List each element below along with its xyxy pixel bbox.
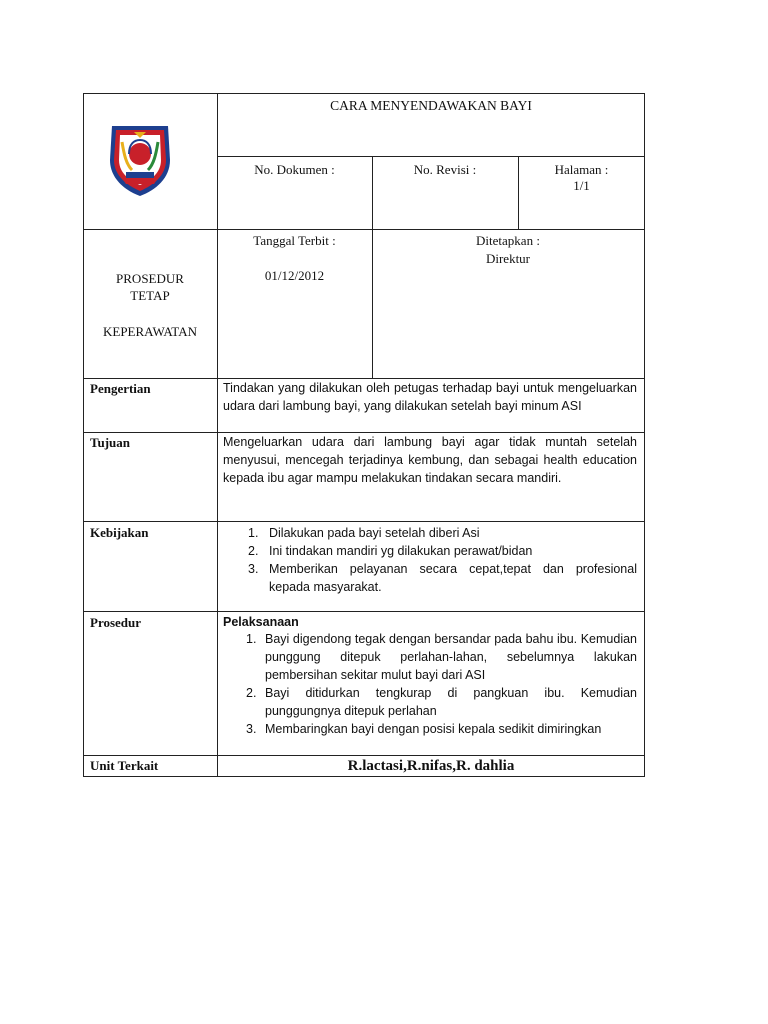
no-revisi-label: No. Revisi : — [413, 162, 477, 177]
list-item — [223, 630, 637, 684]
pengertian-text: Tindakan yang dilakukan oleh petugas terhadap bayi untuk mengeluarkan udara dari lambung bayi, yang dilakukan setelah bayi minum ASI — [223, 381, 637, 413]
prosedur-divider — [83, 755, 645, 756]
document-title: CARA MENYENDAWAKAN BAYI — [330, 98, 532, 113]
list-item-text: Dilakukan pada bayi setelah diberi Asi — [269, 526, 480, 540]
list-item-text: Bayi ditidurkan tengkurap di pangkuan ibu. Kemudian punggungnya ditepuk perlahan — [265, 686, 637, 718]
table-border-bottom — [83, 776, 645, 777]
table-column-divider — [217, 93, 218, 777]
kebijakan-divider — [83, 611, 645, 612]
header-divider — [83, 229, 645, 230]
table-border-top — [83, 93, 645, 94]
list-item-number: 2. — [248, 544, 259, 558]
unit-terkait-label: Unit Terkait — [90, 758, 159, 773]
tanggal-terbit-value: 01/12/2012 — [264, 268, 325, 283]
ditetapkan-label: Ditetapkan : — [476, 233, 540, 248]
unit-terkait-value: R.lactasi,R.nifas,R. dahlia — [347, 758, 515, 774]
kebijakan-list — [223, 524, 637, 596]
procedure-type-line1: PROSEDUR — [116, 271, 184, 286]
tujuan-text: Mengeluarkan udara dari lambung bayi agar tidak muntah setelah menyusui, mencegah terjadinya kembung, dan sebagai health education kepada ibu agar mampu melakukan tindakan secara mandiri. — [223, 435, 637, 485]
list-item-number: 2. — [246, 686, 257, 700]
list-item — [223, 524, 637, 542]
no-dokumen-label: No. Dokumen : — [254, 162, 335, 177]
tanggal-terbit-label: Tanggal Terbit : — [253, 233, 336, 248]
list-item-number: 3. — [246, 722, 257, 736]
list-item-number: 1. — [246, 632, 257, 646]
pengertian-label: Pengertian — [90, 381, 151, 396]
list-item-text: Memberikan pelayanan secara cepat,tepat dan profesional kepada masyarakat. — [269, 562, 637, 594]
pelaksanaan-heading: Pelaksanaan — [223, 615, 299, 629]
list-item — [223, 684, 637, 720]
header-title-divider — [217, 156, 645, 157]
regional-emblem-icon — [104, 120, 176, 198]
procedure-type-line3: KEPERAWATAN — [103, 324, 197, 339]
list-item-text: Membaringkan bayi dengan posisi kepala sedikit dimiringkan — [265, 722, 602, 736]
prosedur-list — [223, 630, 637, 738]
sop-document-table — [83, 93, 645, 777]
halaman-value: 1/1 — [573, 178, 590, 193]
kebijakan-label: Kebijakan — [90, 525, 149, 540]
list-item — [223, 560, 637, 596]
ditetapkan-value: Direktur — [485, 251, 531, 266]
prosedur-label: Prosedur — [90, 615, 142, 630]
table-border-right — [644, 93, 645, 777]
list-item-text: Ini tindakan mandiri yg dilakukan perawat/bidan — [269, 544, 533, 558]
list-item-number: 3. — [248, 562, 259, 576]
tujuan-label: Tujuan — [90, 435, 130, 450]
halaman-label: Halaman : — [554, 162, 609, 177]
list-item-number: 1. — [248, 526, 259, 540]
list-item-text: Bayi digendong tegak dengan bersandar pada bahu ibu. Kemudian punggung ditepuk perlahan-lahan, sebelumnya lakukan pembersihan sekitar mulut bayi dari ASI — [265, 632, 637, 682]
table-border-left — [83, 93, 84, 777]
list-item — [223, 720, 637, 738]
procedure-type-line2: TETAP — [130, 288, 170, 303]
tujuan-divider — [83, 521, 645, 522]
list-item — [223, 542, 637, 560]
